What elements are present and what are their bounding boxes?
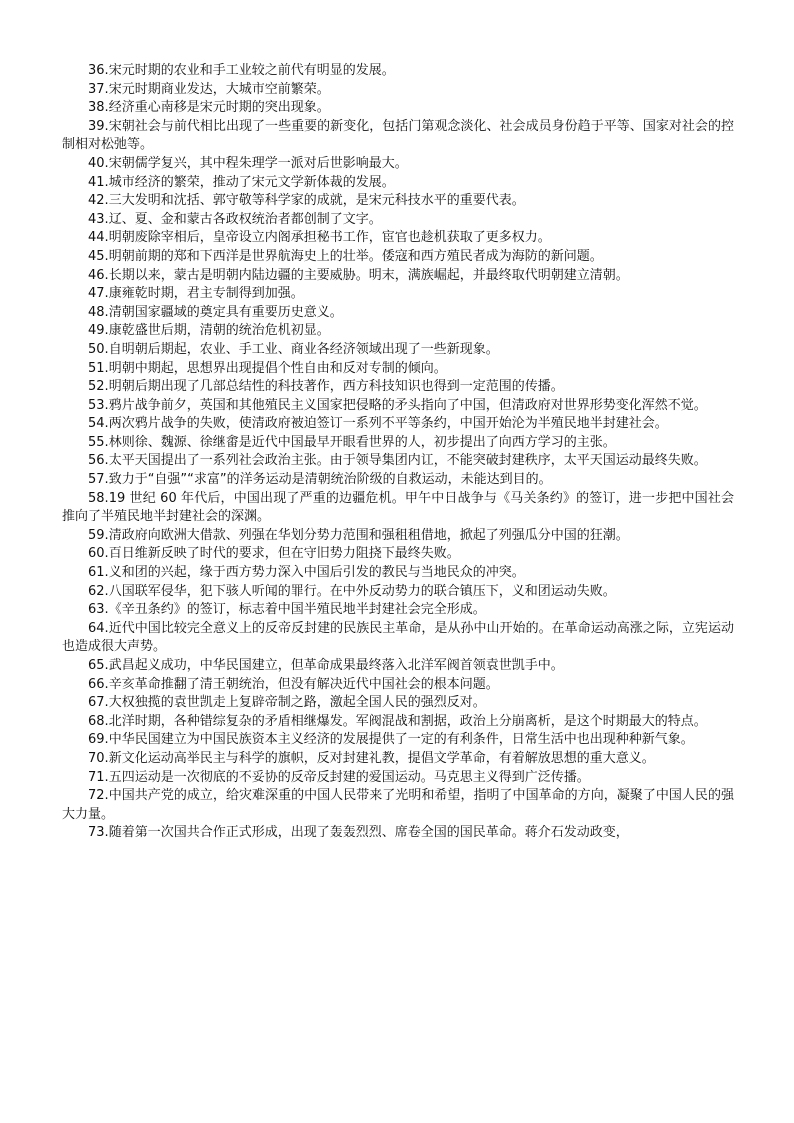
list-item (62, 99, 734, 118)
list-item (62, 415, 734, 434)
list-item (62, 769, 734, 788)
item-number: 42. (88, 193, 109, 209)
document-page (62, 62, 734, 843)
item-text: 八国联军侵华，犯下骇人听闻的罪行。在中外反动势力的联合镇压下，义和团运动失败。 (108, 583, 616, 599)
item-number: 44. (88, 230, 109, 246)
item-text: 太平天国提出了一系列社会政治主张。由于领导集团内讧，不能突破封建秩序，太平天国运动最终失败。 (108, 453, 707, 469)
item-text: 义和团的兴起，缘于西方势力深入中国后引发的教民与当地民众的冲突。 (108, 565, 525, 581)
list-item (62, 545, 734, 564)
item-text: 明朝废除宰相后，皇帝设立内阁承担秘书工作，宦官也趁机获取了更多权力。 (108, 230, 551, 246)
list-item (62, 676, 734, 695)
item-number: 52. (88, 379, 109, 395)
item-number: 61. (88, 565, 109, 581)
item-text: 百日维新反映了时代的要求，但在守旧势力阻挠下最终失败。 (108, 546, 460, 562)
item-text: 宋朝社会与前代相比出现了一些重要的新变化，包括门第观念淡化、社会成员身份趋于平等、国家对社会的控制相对松弛等。 (62, 118, 734, 153)
item-text: 北洋时期，各种错综复杂的矛盾相继爆发。军阀混战和割据，政治上分崩离析，是这个时期最大的特点。 (108, 713, 707, 729)
list-item (62, 118, 734, 155)
item-text: 辽、夏、金和蒙古各政权统治者都创制了文字。 (108, 211, 382, 227)
list-item (62, 360, 734, 379)
item-text: 康雍乾时期，君主专制得到加强。 (108, 286, 304, 302)
item-text: 辛亥革命推翻了清王朝统治，但没有解决近代中国社会的根本问题。 (108, 676, 499, 692)
item-number: 46. (88, 267, 109, 283)
list-item (62, 527, 734, 546)
item-text: 近代中国比较完全意义上的反帝反封建的民族民主革命，是从孙中山开始的。在革命运动高涨之际，立宪运动也造成很大声势。 (62, 620, 734, 655)
item-number: 67. (88, 695, 109, 711)
item-text: 明朝前期的郑和下西洋是世界航海史上的壮举。倭寇和西方殖民者成为海防的新问题。 (108, 248, 603, 264)
item-text: 大权独揽的袁世凯走上复辟帝制之路，激起全国人民的强烈反对。 (108, 695, 486, 711)
item-number: 57. (88, 472, 109, 488)
item-text: 经济重心南移是宋元时期的突出现象。 (108, 100, 330, 116)
item-number: 43. (88, 211, 109, 227)
item-text: 康乾盛世后期，清朝的统治危机初显。 (108, 323, 330, 339)
list-item (62, 229, 734, 248)
item-text: 五四运动是一次彻底的不妥协的反帝反封建的爱国运动。马克思主义得到广泛传播。 (108, 769, 590, 785)
list-item (62, 341, 734, 360)
item-text: 宋元时期商业发达，大城市空前繁荣。 (108, 81, 330, 97)
item-text: 三大发明和沈括、郭守敬等科学家的成就，是宋元科技水平的重要代表。 (108, 193, 525, 209)
list-item (62, 471, 734, 490)
item-number: 50. (88, 341, 109, 357)
item-text: 林则徐、魏源、徐继畬是近代中国最早开眼看世界的人，初步提出了向西方学习的主张。 (108, 434, 616, 450)
item-text: 随着第一次国共合作正式形成，出现了轰轰烈烈、席卷全国的国民革命。蒋介石发动政变， (108, 825, 629, 841)
item-number: 55. (88, 434, 109, 450)
item-text: 清政府向欧洲大借款、列强在华划分势力范围和强租租借地，掀起了列强瓜分中国的狂潮。 (108, 527, 629, 543)
item-text: 城市经济的繁荣，推动了宋元文学新体裁的发展。 (108, 174, 395, 190)
list-item (62, 397, 734, 416)
item-text: 自明朝后期起，农业、手工业、商业各经济领域出现了一些新现象。 (108, 341, 499, 357)
item-number: 53. (88, 397, 109, 413)
item-text: 清朝国家疆域的奠定具有重要历史意义。 (108, 304, 343, 320)
item-number: 48. (88, 304, 109, 320)
item-number: 64. (88, 620, 109, 636)
list-item (62, 657, 734, 676)
list-item (62, 564, 734, 583)
item-number: 47. (88, 286, 109, 302)
list-item (62, 62, 734, 81)
item-number: 59. (88, 527, 109, 543)
item-number: 60. (88, 546, 109, 562)
item-number: 40. (88, 155, 109, 171)
item-text: 中国共产党的成立，给灾难深重的中国人民带来了光明和希望，指明了中国革命的方向，凝聚了中国人民的强大力量。 (62, 788, 734, 822)
item-number: 36. (88, 63, 109, 78)
item-number: 51. (88, 360, 109, 376)
item-number: 38. (88, 100, 109, 116)
list-item (62, 620, 734, 657)
item-number: 72. (88, 788, 109, 804)
item-number: 63. (88, 602, 109, 618)
list-item (62, 174, 734, 193)
item-number: 65. (88, 658, 109, 673)
list-item (62, 81, 734, 100)
list-item (62, 601, 734, 620)
item-number: 62. (88, 583, 109, 599)
list-item (62, 267, 734, 286)
list-item (62, 285, 734, 304)
item-number: 54. (88, 416, 109, 432)
item-text: 致力于“自强”“求富”的洋务运动是清朝统治阶级的自救运动，未能达到目的。 (108, 472, 552, 488)
item-number: 66. (88, 676, 109, 692)
item-text: 19 世纪 60 年代后，中国出现了严重的边疆危机。甲午中日战争与《马关条约》的签订，进一步把中国社会推向了半殖民地半封建社会的深渊。 (62, 490, 734, 525)
item-number: 70. (88, 750, 109, 766)
list-item (62, 713, 734, 732)
list-item (62, 155, 734, 174)
item-text: 中华民国建立为中国民族资本主义经济的发展提供了一定的有利条件，日常生活中也出现种种新气象。 (108, 732, 694, 748)
list-item (62, 490, 734, 527)
item-text: 宋朝儒学复兴，其中程朱理学一派对后世影响最大。 (108, 155, 408, 171)
item-number: 41. (88, 174, 109, 190)
item-text: 鸦片战争前夕，英国和其他殖民主义国家把侵略的矛头指向了中国，但清政府对世界形势变化浑然不觉。 (108, 397, 707, 413)
item-text: 宋元时期的农业和手工业较之前代有明显的发展。 (108, 63, 395, 78)
list-item (62, 824, 734, 843)
item-text: 《辛丑条约》的签订，标志着中国半殖民地半封建社会完全形成。 (108, 602, 486, 618)
item-number: 73. (88, 825, 109, 841)
list-item (62, 211, 734, 230)
list-item (62, 787, 734, 824)
list-item (62, 304, 734, 323)
item-number: 39. (88, 118, 109, 134)
item-number: 37. (88, 81, 109, 97)
item-text: 长期以来，蒙古是明朝内陆边疆的主要威胁。明末，满族崛起，并最终取代明朝建立清朝。 (108, 267, 629, 283)
list-item (62, 378, 734, 397)
item-number: 68. (88, 713, 109, 729)
list-item (62, 192, 734, 211)
item-text: 明朝中期起，思想界出现提倡个性自由和反对专制的倾向。 (108, 360, 447, 376)
list-item (62, 731, 734, 750)
item-text: 明朝后期出现了几部总结性的科技著作，西方科技知识也得到一定范围的传播。 (108, 379, 564, 395)
item-text: 武昌起义成功，中华民国建立，但革命成果最终落入北洋军阀首领袁世凯手中。 (108, 658, 564, 673)
item-number: 69. (88, 732, 109, 748)
item-number: 58. (88, 490, 109, 506)
item-number: 45. (88, 248, 109, 264)
item-number: 56. (88, 453, 109, 469)
list-item (62, 694, 734, 713)
item-text: 两次鸦片战争的失败，使清政府被迫签订一系列不平等条约，中国开始沦为半殖民地半封建社会。 (108, 416, 668, 432)
list-item (62, 248, 734, 267)
list-item (62, 583, 734, 602)
item-number: 49. (88, 323, 109, 339)
list-item (62, 750, 734, 769)
list-item (62, 452, 734, 471)
item-number: 71. (88, 769, 109, 785)
list-item (62, 434, 734, 453)
list-item (62, 322, 734, 341)
item-text: 新文化运动高举民主与科学的旗帜，反对封建礼教，提倡文学革命，有着解放思想的重大意义。 (108, 750, 655, 766)
